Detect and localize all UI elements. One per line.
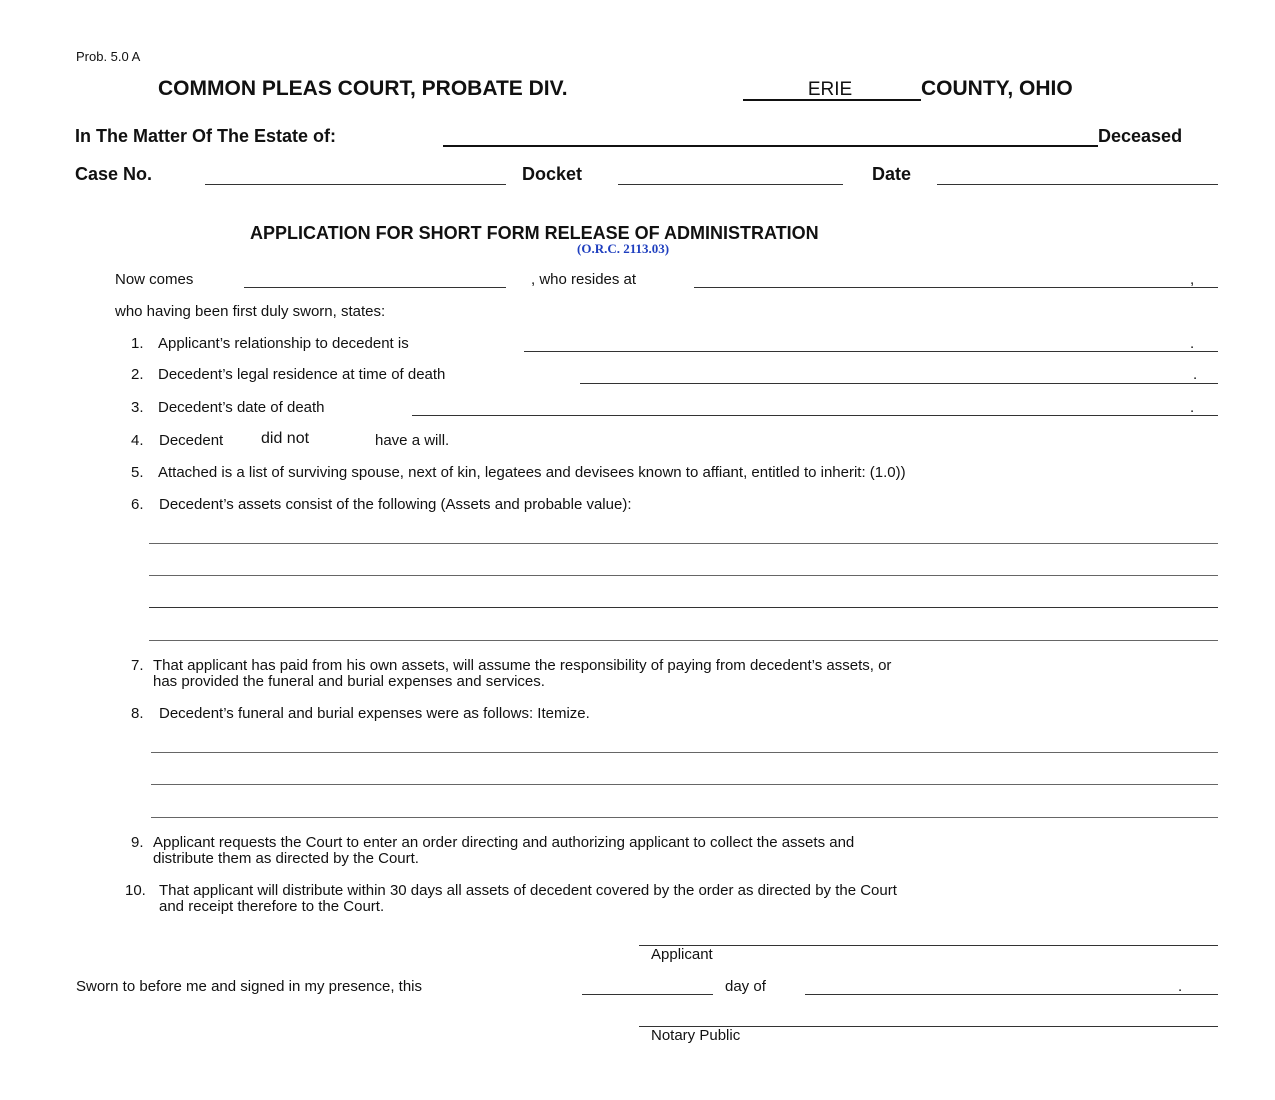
funeral-line-1[interactable] <box>151 752 1218 753</box>
item-4-text-a: Decedent <box>159 432 224 449</box>
item-7-line-1: That applicant has paid from his own assets, will assume the responsibility of paying from decedent’s assets, or <box>153 657 892 674</box>
item-5-number: 5. <box>131 464 144 481</box>
relationship-field[interactable] <box>527 332 1182 349</box>
item-3-number: 3. <box>131 399 144 416</box>
assets-line-4[interactable] <box>149 640 1218 641</box>
county-suffix: COUNTY, OHIO <box>921 77 1073 100</box>
item-7-line-2: has provided the funeral and burial expenses and services. <box>153 673 545 690</box>
applicant-label: Applicant <box>651 946 713 963</box>
item-1-number: 1. <box>131 335 144 352</box>
item-8-text: Decedent’s funeral and burial expenses were as follows: Itemize. <box>159 705 590 722</box>
legal-residence-field[interactable] <box>583 363 1183 380</box>
item-6-number: 6. <box>131 496 144 513</box>
item-2-number: 2. <box>131 366 144 383</box>
deceased-label: Deceased <box>1098 126 1183 146</box>
sworn-text: Sworn to before me and signed in my presence, this <box>76 978 423 995</box>
case-no-label: Case No. <box>75 164 153 184</box>
funeral-line-2[interactable] <box>151 784 1218 785</box>
item-4-number: 4. <box>131 432 144 449</box>
item-9-line-1: Applicant requests the Court to enter an order directing and authorizing applicant to collect the assets and <box>153 834 855 851</box>
item-7-number: 7. <box>131 657 144 674</box>
date-underline <box>937 184 1218 185</box>
item-2-underline <box>580 383 1218 384</box>
item-9-line-2: distribute them as directed by the Court. <box>153 850 419 867</box>
case-no-field[interactable] <box>208 164 502 181</box>
assets-line-2[interactable] <box>149 575 1218 576</box>
item-10-number: 10. <box>125 882 146 899</box>
address-field[interactable] <box>697 268 1185 285</box>
statute-reference: (O.R.C. 2113.03) <box>577 241 670 256</box>
county-field[interactable] <box>745 79 915 101</box>
case-no-underline <box>205 184 506 185</box>
item-3-text: Decedent’s date of death <box>158 399 325 416</box>
item-1-underline <box>524 351 1218 352</box>
court-title: COMMON PLEAS COURT, PROBATE DIV. <box>158 77 568 100</box>
sworn-period: . <box>1178 978 1183 995</box>
item-10-line-2: and receipt therefore to the Court. <box>159 898 385 915</box>
month-year-field[interactable] <box>808 975 1168 992</box>
form-number: Prob. 5.0 A <box>76 49 141 64</box>
day-of-label: day of <box>725 978 766 995</box>
applicant-name-underline <box>244 287 506 288</box>
item-8-number: 8. <box>131 705 144 722</box>
item-5-text: Attached is a list of surviving spouse, next of kin, legatees and devisees known to affiant, entitled to inherit: (1.0)) <box>158 464 906 481</box>
docket-underline <box>618 184 843 185</box>
estate-label: In The Matter Of The Estate of: <box>75 126 337 146</box>
date-of-death-field[interactable] <box>415 396 1183 413</box>
item-2-text: Decedent’s legal residence at time of death <box>158 366 446 383</box>
estate-name-field[interactable] <box>447 126 1092 146</box>
date-field[interactable] <box>940 164 1214 181</box>
funeral-line-3[interactable] <box>151 817 1218 818</box>
applicant-name-field[interactable] <box>247 268 502 285</box>
item-2-period: . <box>1193 366 1198 383</box>
docket-field[interactable] <box>621 164 839 181</box>
item-10-line-1: That applicant will distribute within 30 days all assets of decedent covered by the order as directed by the Court <box>159 882 897 899</box>
applicant-signature-line[interactable] <box>639 945 1218 946</box>
item-3-period: . <box>1190 399 1195 416</box>
item-9-number: 9. <box>131 834 144 851</box>
address-underline <box>694 287 1218 288</box>
assets-line-1[interactable] <box>149 543 1218 544</box>
item-4-text-b: have a will. <box>375 432 450 449</box>
docket-label: Docket <box>522 164 583 184</box>
notary-label: Notary Public <box>651 1027 741 1044</box>
form-title: APPLICATION FOR SHORT FORM RELEASE OF ADMINISTRATION <box>250 223 819 243</box>
day-underline <box>582 994 713 995</box>
item-3-underline <box>412 415 1218 416</box>
resides-at-label: , who resides at <box>531 271 637 288</box>
assets-line-3[interactable] <box>149 607 1218 608</box>
address-comma: , <box>1190 271 1195 288</box>
item-6-text: Decedent’s assets consist of the following (Assets and probable value): <box>159 496 632 513</box>
day-field[interactable] <box>585 975 709 992</box>
item-1-period: . <box>1190 335 1195 352</box>
item-1-text: Applicant’s relationship to decedent is <box>158 335 409 352</box>
date-label: Date <box>872 164 912 184</box>
sworn-statement: who having been first duly sworn, states: <box>115 303 386 320</box>
month-underline <box>805 994 1218 995</box>
will-status-field[interactable]: did not <box>261 430 310 447</box>
now-comes-label: Now comes <box>115 271 194 288</box>
